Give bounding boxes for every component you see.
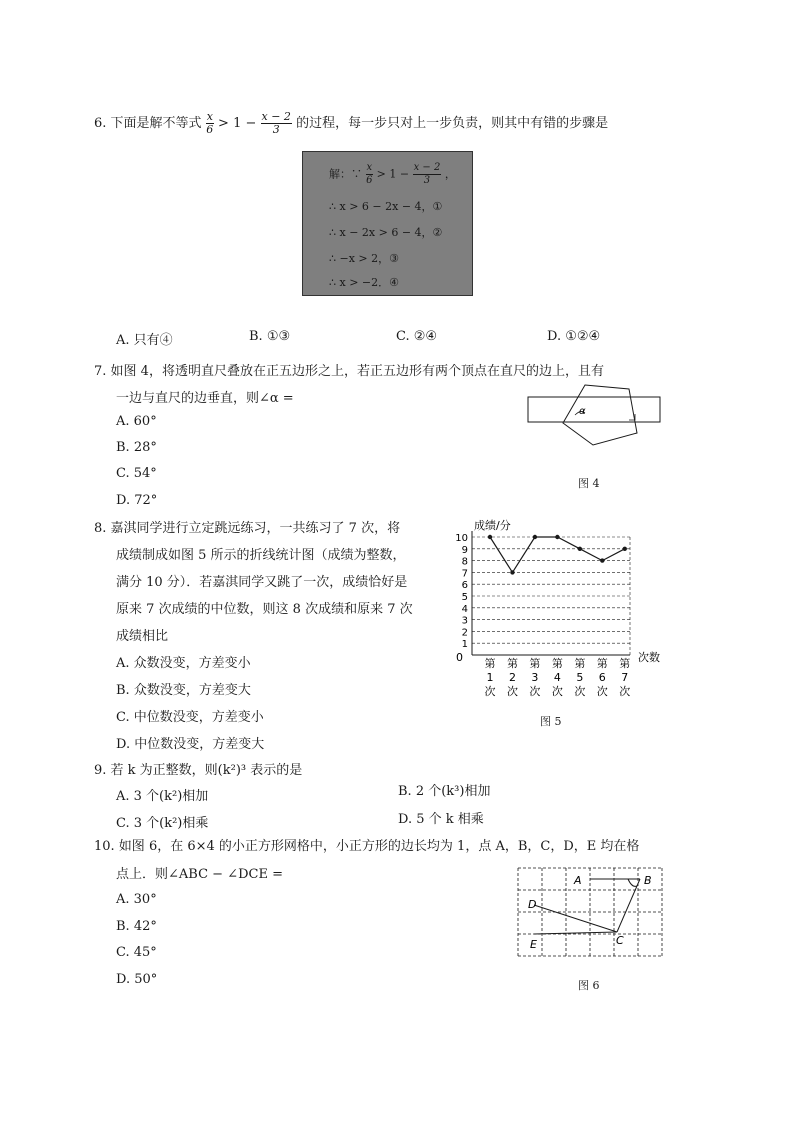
chart-x-tick-label: 第: [574, 657, 586, 670]
chart-y-tick-label: 9: [461, 544, 468, 556]
q6-solution-line0: 解：∵ $\frac{x}{6}$ > 1 − $\frac{x - 2}{3}$ ，: [329, 162, 456, 186]
q9-option-b[interactable]: B. 2 个(k³)相加: [398, 784, 491, 799]
figure-6-segments: [534, 879, 640, 934]
chart-data-point: [623, 547, 627, 551]
q7-stem-line2: 一边与直尺的边垂直，则∠α =: [116, 391, 294, 406]
q8-option-d[interactable]: D. 中位数没变，方差变大: [116, 737, 265, 752]
chart-x-axis-label: 次数: [638, 651, 660, 664]
ruler: [528, 397, 660, 422]
q9-option-d[interactable]: D. 5 个 k 相乘: [398, 812, 484, 827]
chart-x-tick-label: 第: [619, 657, 631, 670]
chart-x-tick-label: 次: [619, 685, 631, 698]
q10-option-c[interactable]: C. 45°: [116, 945, 157, 960]
figure-5-caption: 图 5: [540, 715, 562, 728]
q6-suffix: 的过程，每一步只对上一步负责，则其中有错的步骤是: [296, 116, 609, 131]
q6-solution-line1: ∴ x > 6 − 2x − 4，①: [329, 200, 443, 213]
figure-6-grid: [510, 862, 670, 962]
chart-x-tick-label: 次: [596, 685, 608, 698]
q10-option-b[interactable]: B. 42°: [116, 919, 157, 934]
point-e-label: E: [530, 938, 537, 951]
chart-x-tick-label: 第: [596, 657, 608, 670]
q6-ineq-mid: > 1 −: [218, 116, 257, 131]
q6-solution-line4: ∴ x > −2．④: [329, 276, 399, 289]
q6-prefix: 6. 下面是解不等式: [94, 116, 202, 131]
chart-x-tick-label: 4: [553, 671, 561, 684]
q8-stem-line2: 成绩制成如图 5 所示的折线统计图（成绩为整数，: [116, 548, 406, 563]
q10-option-a[interactable]: A. 30°: [116, 892, 157, 907]
chart-y-tick-label: 5: [461, 592, 468, 603]
chart-y-tick-label: 3: [461, 615, 468, 627]
chart-x-tick-label: 1: [486, 671, 494, 684]
chart-x-tick-label: 次: [529, 685, 541, 698]
chart-x-tick-label: 7: [621, 671, 629, 684]
q10-option-d[interactable]: D. 50°: [116, 972, 158, 987]
q8-stem-line5: 成绩相比: [116, 629, 169, 644]
q6-fraction-2: $\frac{x - 2}{3}$: [261, 110, 291, 136]
chart-y-tick-label: 8: [461, 556, 468, 568]
q7-option-c[interactable]: C. 54°: [116, 466, 157, 481]
pentagon: [563, 385, 637, 445]
chart-data-point: [600, 558, 604, 562]
alpha-label: α: [579, 406, 586, 417]
figure-6-caption: 图 6: [578, 979, 600, 992]
q7-option-b[interactable]: B. 28°: [116, 440, 157, 455]
chart-data-point: [488, 535, 492, 539]
chart-x-tick-label: 次: [574, 685, 586, 698]
chart-y-tick-label: 1: [461, 639, 468, 651]
chart-x-tick-label: 次: [551, 685, 563, 698]
figure-4-ruler-pentagon: [525, 375, 665, 450]
q8-stem-line1: 8. 嘉淇同学进行立定跳远练习，一共练习了 7 次，将: [94, 521, 401, 536]
q6-solution-line3: ∴ −x > 2，③: [329, 252, 399, 265]
chart-data-point: [578, 547, 582, 551]
chart-x-tick-label: 次: [506, 685, 518, 698]
q9-stem: 9. 若 k 为正整数，则(k²)³ 表示的是: [94, 763, 303, 778]
q6-option-a[interactable]: A. 只有④: [116, 333, 173, 348]
point-d-label: D: [528, 898, 537, 911]
q6-option-d[interactable]: D. ①②④: [547, 329, 601, 344]
chart-x-tick-label: 5: [576, 671, 584, 684]
q6-option-b[interactable]: B. ①③: [249, 329, 291, 344]
chart-data-point: [533, 535, 537, 539]
point-b-label: B: [644, 874, 652, 887]
q6-solution-line2: ∴ x − 2x > 6 − 4，②: [329, 226, 443, 239]
chart-x-tick-label: 第: [484, 657, 496, 670]
q8-option-c[interactable]: C. 中位数没变，方差变小: [116, 710, 264, 725]
q6-solution-box: [302, 151, 473, 296]
q7-option-a[interactable]: A. 60°: [116, 414, 157, 429]
chart-x-tick-label: 第: [506, 657, 518, 670]
chart-y-tick-label: 7: [461, 568, 468, 580]
q9-option-a[interactable]: A. 3 个(k²)相加: [116, 789, 209, 804]
chart-data-point: [510, 570, 514, 574]
q6-option-c[interactable]: C. ②④: [396, 329, 438, 344]
chart-y-tick-label: 4: [461, 603, 468, 615]
figure-4-caption: 图 4: [578, 477, 600, 490]
chart-x-tick-label: 6: [598, 671, 606, 684]
chart-origin-label: 0: [456, 651, 463, 664]
chart-series-line: [490, 537, 625, 572]
figure-5-line-chart: [450, 515, 670, 700]
grid-lines: [518, 868, 662, 956]
q10-stem-line1: 10. 如图 6，在 6×4 的小正方形网格中，小正方形的边长均为 1，点 A，B，C，D，E 均在格: [94, 839, 640, 854]
chart-y-tick-label: 10: [455, 533, 468, 544]
chart-y-tick-label: 2: [461, 627, 468, 639]
chart-x-tick-label: 2: [508, 671, 516, 684]
q9-option-c[interactable]: C. 3 个(k²)相乘: [116, 816, 209, 831]
q6-stem: [94, 111, 608, 136]
q8-stem-line4: 原来 7 次成绩的中位数，则这 8 次成绩和原来 7 次: [116, 602, 413, 617]
q8-stem-line3: 满分 10 分）．若嘉淇同学又跳了一次，成绩恰好是: [116, 575, 408, 590]
chart-x-tick-label: 3: [531, 671, 539, 684]
chart-y-axis-label: 成绩/分: [474, 519, 511, 532]
q10-stem-line2: 点上．则∠ABC − ∠DCE =: [116, 867, 283, 882]
chart-y-tick-label: 6: [461, 580, 468, 592]
q8-option-b[interactable]: B. 众数没变，方差变大: [116, 683, 251, 698]
point-c-label: C: [616, 934, 624, 947]
chart-data-point: [555, 535, 559, 539]
chart-x-tick-label: 次: [484, 685, 496, 698]
chart-x-tick-label: 第: [529, 657, 541, 670]
q7-option-d[interactable]: D. 72°: [116, 493, 158, 508]
chart-x-tick-label: 第: [551, 657, 563, 670]
q6-fraction-1: $\frac{x}{6}$: [206, 110, 214, 136]
q8-option-a[interactable]: A. 众数没变，方差变小: [116, 656, 251, 671]
q7-stem-line1: 7. 如图 4，将透明直尺叠放在正五边形之上，若正五边形有两个顶点在直尺的边上，且有: [94, 364, 604, 379]
point-a-label: A: [574, 874, 582, 887]
